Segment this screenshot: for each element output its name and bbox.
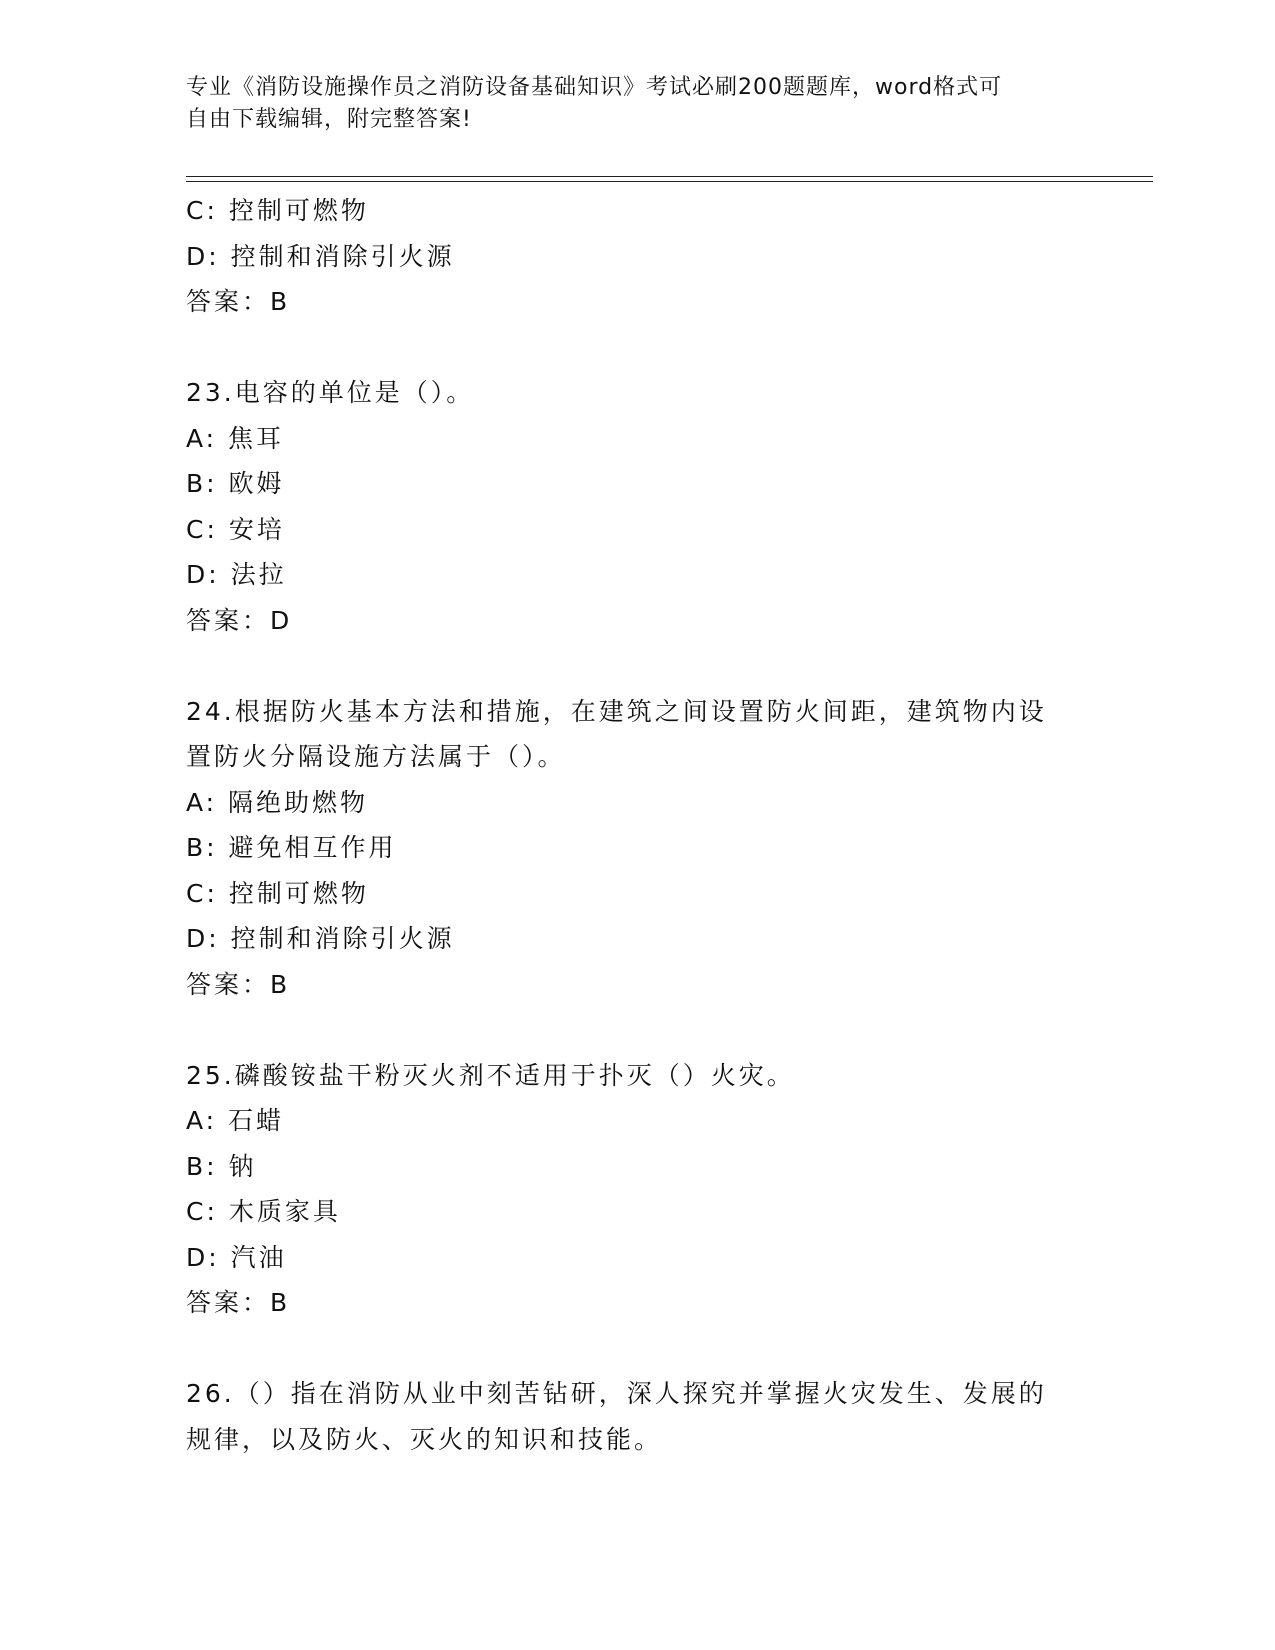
option-c: C: 木质家具 (186, 1197, 341, 1226)
option-b: B: 欧姆 (186, 469, 285, 498)
option-a: A: 隔绝助燃物 (186, 787, 369, 817)
document-body (186, 188, 1086, 1462)
document-header (186, 72, 1086, 136)
answer: 答案：D (186, 605, 293, 635)
header-divider-top (186, 176, 1153, 177)
option-d: D: 汽油 (186, 1242, 287, 1272)
option-b: B: 避免相互作用 (186, 833, 397, 862)
option-b: B: 钠 (186, 1151, 257, 1181)
question-24 (186, 689, 1086, 1008)
question-26 (186, 1371, 1086, 1462)
option-c: C: 安培 (186, 514, 285, 544)
header-line-2: 自由下载编辑，附完整答案! (186, 107, 472, 132)
answer: 答案：B (186, 1288, 291, 1317)
option-c: C: 控制可燃物 (186, 196, 369, 225)
question-text-line-1: 24.根据防火基本方法和措施，在建筑之间设置防火间距，建筑物内设 (186, 696, 1047, 726)
question-25 (186, 1053, 1086, 1326)
question-text-line-1: 26.（）指在消防从业中刻苦钻研，深人探究并掌握火灾发生、发展的 (186, 1379, 1047, 1408)
question-text-line-2: 置防火分隔设施方法属于（）。 (186, 742, 566, 771)
question-text-line-2: 规律，以及防火、灭火的知识和技能。 (186, 1424, 663, 1454)
option-d: D: 控制和消除引火源 (186, 241, 455, 271)
header-line-1: 专业《消防设施操作员之消防设备基础知识》考试必刷200题题库，word格式可 (186, 75, 1003, 100)
question-22-tail (186, 188, 1086, 325)
option-a: A: 焦耳 (186, 423, 285, 453)
answer: 答案：B (186, 969, 291, 999)
question-text: 23.电容的单位是（）。 (186, 378, 475, 407)
header-divider-bottom (186, 181, 1153, 182)
option-d: D: 控制和消除引火源 (186, 924, 455, 953)
option-a: A: 石蜡 (186, 1106, 285, 1135)
question-23 (186, 370, 1086, 643)
option-c: C: 控制可燃物 (186, 878, 369, 908)
question-text: 25.磷酸铵盐干粉灭火剂不适用于扑灭（）火灾。 (186, 1060, 795, 1090)
option-d: D: 法拉 (186, 560, 287, 589)
answer: 答案：B (186, 287, 291, 316)
